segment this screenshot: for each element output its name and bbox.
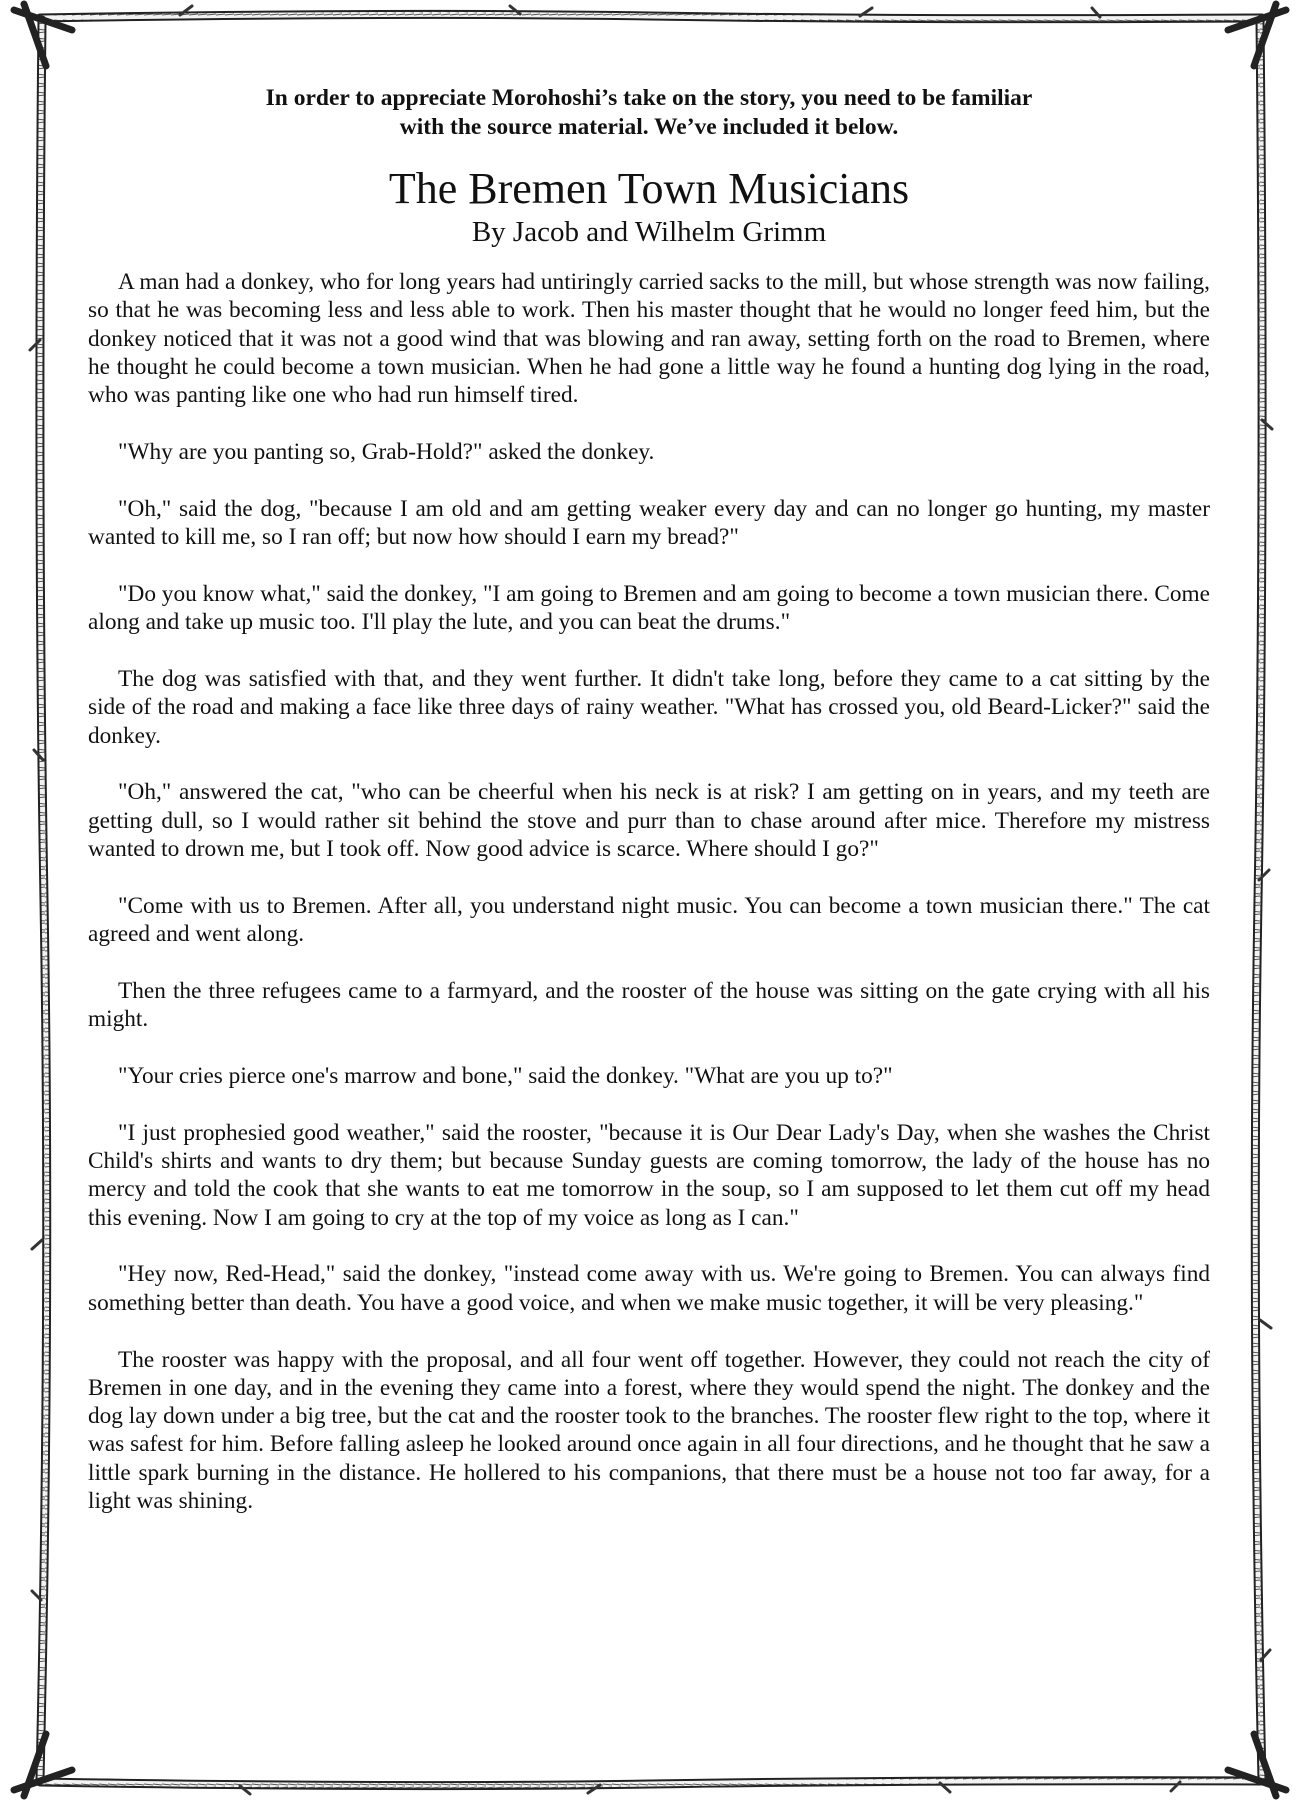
story-paragraph: The rooster was happy with the proposal, and all four went off together. However, they could not reach the city of Bremen in one day, and in the evening they came into a forest, where they would spend the night. The donkey and the dog lay down under a big tree, but the cat and the rooster took to the branches. The rooster flew right to the top, where it was safest for him. Before falling asleep he looked around once again in all four directions, and he thought that he saw a little spark burning in the distance. He hollered to his companions, that there must be a house not too far away, for a light was shining. bbox=[88, 1346, 1210, 1514]
story-paragraph: A man had a donkey, who for long years had untiringly carried sacks to the mill, but whose strength was now failing, so that he was becoming less and less able to work. Then his master thought that he would no longer feed him, but the donkey noticed that it was not a good wind that was blowing and ran away, setting forth on the road to Bremen, where he thought he could become a town musician. When he had gone a little way he found a hunting dog lying in the road, who was panting like one who had run himself tired. bbox=[88, 269, 1210, 409]
story-paragraph: "Your cries pierce one's marrow and bone," said the donkey. "What are you up to?" bbox=[118, 1062, 893, 1089]
intro-line-2: with the source material. We’ve included it below. bbox=[399, 114, 899, 140]
story-paragraph: "Oh," answered the cat, "who can be cheerful when his neck is at risk? I am getting on in years, and my teeth are getting dull, so I would rather sit behind the stove and purr than to chase around after mice. Therefore my mistress wanted to drown me, but I took off. Now good advice is scarce. Where should I go?" bbox=[88, 779, 1210, 862]
story-paragraph: "Do you know what," said the donkey, "I am going to Bremen and am going to become a town musician there. Come along and take up music too. I'll play the lute, and you can beat the drums." bbox=[88, 580, 1210, 636]
page-content bbox=[88, 84, 1210, 1544]
story-paragraph: "Oh," said the dog, "because I am old and am getting weaker every day and can no longer go hunting, my master wanted to kill me, so I ran off; but now how should I earn my bread?" bbox=[88, 495, 1210, 551]
story-title: The Bremen Town Musicians bbox=[388, 164, 910, 213]
twig-top bbox=[40, 6, 1262, 19]
story-paragraph: "I just prophesied good weather," said the rooster, "because it is Our Dear Lady's Day, when she washes the Christ Child's shirts and wants to dry them; but because Sunday guests are coming tomorrow, the lady of the house has no mercy and told the cook that she wants to eat me tomorrow in the soup, so I am supposed to let them cut off my head this evening. Now I am going to cry at the top of my voice as long as I can." bbox=[88, 1119, 1210, 1231]
intro-line-1: In order to appreciate Morohoshi’s take on the story, you need to be familiar bbox=[265, 85, 1033, 111]
twig-right bbox=[1255, 20, 1272, 1780]
twig-left bbox=[30, 20, 47, 1780]
story-paragraph: The dog was satisfied with that, and they went further. It didn't take long, before they came to a cat sitting by the side of the road and making a face like three days of rainy weather. "What has crossed you, old Beard-Licker?" said the donkey. bbox=[88, 665, 1210, 749]
story-byline: By Jacob and Wilhelm Grimm bbox=[471, 216, 827, 248]
story-paragraph: "Hey now, Red-Head," said the donkey, "instead come away with us. We're going to Bremen. You can always find something better than death. You have a good voice, and when we make music together, it will be very pleasing." bbox=[88, 1261, 1210, 1316]
story-paragraph: "Come with us to Bremen. After all, you understand night music. You can become a town musician there." The cat agreed and went along. bbox=[88, 892, 1210, 948]
story-paragraph: "Why are you panting so, Grab-Hold?" asked the donkey. bbox=[118, 438, 655, 465]
twig-bottom bbox=[40, 1781, 1262, 1794]
intro-note bbox=[88, 84, 1210, 142]
story-paragraph: Then the three refugees came to a farmyard, and the rooster of the house was sitting on the gate crying with all his might. bbox=[88, 977, 1210, 1033]
